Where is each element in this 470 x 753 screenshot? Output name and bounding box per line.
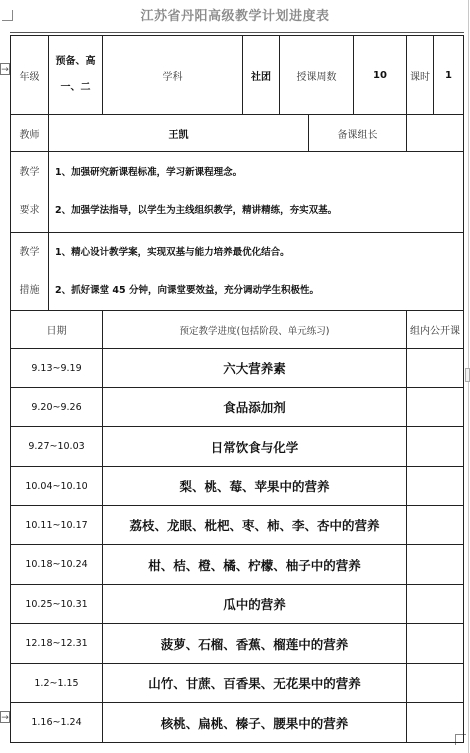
table-row: [11, 349, 464, 388]
row-date: 10.04~10.10: [11, 467, 103, 506]
requirements-label: [11, 152, 49, 233]
scroll-marker[interactable]: [465, 368, 470, 382]
row-date: 9.20~9.26: [11, 388, 103, 427]
row-public-class: [407, 427, 464, 467]
table-row: [11, 664, 464, 703]
measures-row: [11, 233, 464, 311]
hours-cell: [407, 36, 464, 115]
teacher-value: 王凯: [49, 115, 309, 152]
row-topic: 六大营养素: [103, 349, 407, 388]
requirements-label-line-1: 教学: [19, 167, 40, 178]
title-divider: [10, 32, 464, 33]
row-topic: 山竹、甘蔗、百香果、无花果中的营养: [103, 664, 407, 703]
grade-value-line-2: 一、二: [60, 82, 91, 93]
schedule-header-row: [11, 311, 464, 349]
row-topic: 荔枝、龙眼、枇杷、枣、柿、李、杏中的营养: [103, 506, 407, 545]
table-row: [11, 427, 464, 467]
document-title: 江苏省丹阳高级教学计划进度表: [140, 9, 330, 24]
schedule-table: [10, 35, 464, 743]
row-date: 10.18~10.24: [11, 545, 103, 585]
row-date: 9.27~10.03: [11, 427, 103, 467]
row-topic: 日常饮食与化学: [103, 427, 407, 467]
measures-content: [49, 233, 464, 311]
schedule-document: [10, 35, 463, 742]
measure-item: 1、精心设计教学案，实现双基与能力培养最优化结合。: [55, 246, 290, 258]
row-date: 1.16~1.24: [11, 703, 103, 743]
row-public-class: [407, 388, 464, 427]
row-public-class: [407, 585, 464, 624]
row-date: 9.13~9.19: [11, 349, 103, 388]
row-public-class: [407, 703, 464, 743]
row-topic: 梨、桃、莓、苹果中的营养: [103, 467, 407, 506]
header-row: [11, 36, 464, 115]
row-public-class: [407, 545, 464, 585]
row-topic: 柑、桔、橙、橘、柠檬、柚子中的营养: [103, 545, 407, 585]
row-public-class: [407, 467, 464, 506]
row-topic: 食品添加剂: [103, 388, 407, 427]
table-row: [11, 624, 464, 664]
row-date: 10.25~10.31: [11, 585, 103, 624]
col-header-progress: 预定教学进度(包括阶段、单元练习): [103, 311, 407, 349]
row-public-class: [407, 349, 464, 388]
row-public-class: [407, 624, 464, 664]
weeks-value: 10: [354, 36, 407, 115]
table-row: [11, 388, 464, 427]
col-header-date: 日期: [11, 311, 103, 349]
table-row: [11, 467, 464, 506]
requirements-content: [49, 152, 464, 233]
measure-item: 2、抓好课堂 45 分钟，向课堂要效益，充分调动学生积极性。: [55, 284, 319, 296]
requirements-row: [11, 152, 464, 233]
group-leader-value: [407, 115, 464, 152]
group-leader-label: 备课组长: [309, 115, 407, 152]
table-row: [11, 703, 464, 743]
requirement-item: 1、加强研究新课程标准，学习新课程理念。: [55, 167, 243, 178]
table-row: [11, 585, 464, 624]
measures-label: [11, 233, 49, 311]
row-date: 12.18~12.31: [11, 624, 103, 664]
measures-label-line-1: 教学: [19, 246, 40, 258]
teacher-label: 教师: [11, 115, 49, 152]
row-public-class: [407, 506, 464, 545]
weeks-label: 授课周数: [280, 36, 354, 115]
requirement-item: 2、加强学法指导，以学生为主线组织教学，精讲精练，夯实双基。: [55, 205, 338, 216]
row-handle-arrow-icon[interactable]: →: [1, 65, 9, 75]
grade-value-line-1: 预备、高: [55, 56, 96, 67]
requirements-label-line-2: 要求: [19, 205, 40, 216]
subject-value: 社团: [243, 36, 280, 115]
hours-label: 课时: [407, 36, 434, 114]
row-public-class: [407, 664, 464, 703]
hours-value: 1: [445, 69, 452, 81]
row-topic: 核桃、扁桃、榛子、腰果中的营养: [103, 703, 407, 743]
row-topic: 菠萝、石榴、香蕉、榴莲中的营养: [103, 624, 407, 664]
table-row: [11, 506, 464, 545]
table-row: [11, 545, 464, 585]
col-header-public-class: 组内公开课: [407, 311, 464, 349]
teacher-row: [11, 115, 464, 152]
corner-mark-top-left: [2, 10, 13, 21]
grade-value: [49, 36, 103, 115]
subject-label: 学科: [103, 36, 243, 115]
row-topic: 瓜中的营养: [103, 585, 407, 624]
row-handle-arrow-icon[interactable]: →: [1, 713, 9, 723]
row-date: 10.11~10.17: [11, 506, 103, 545]
measures-label-line-2: 措施: [19, 284, 40, 296]
row-date: 1.2~1.15: [11, 664, 103, 703]
grade-label: 年级: [11, 36, 49, 115]
